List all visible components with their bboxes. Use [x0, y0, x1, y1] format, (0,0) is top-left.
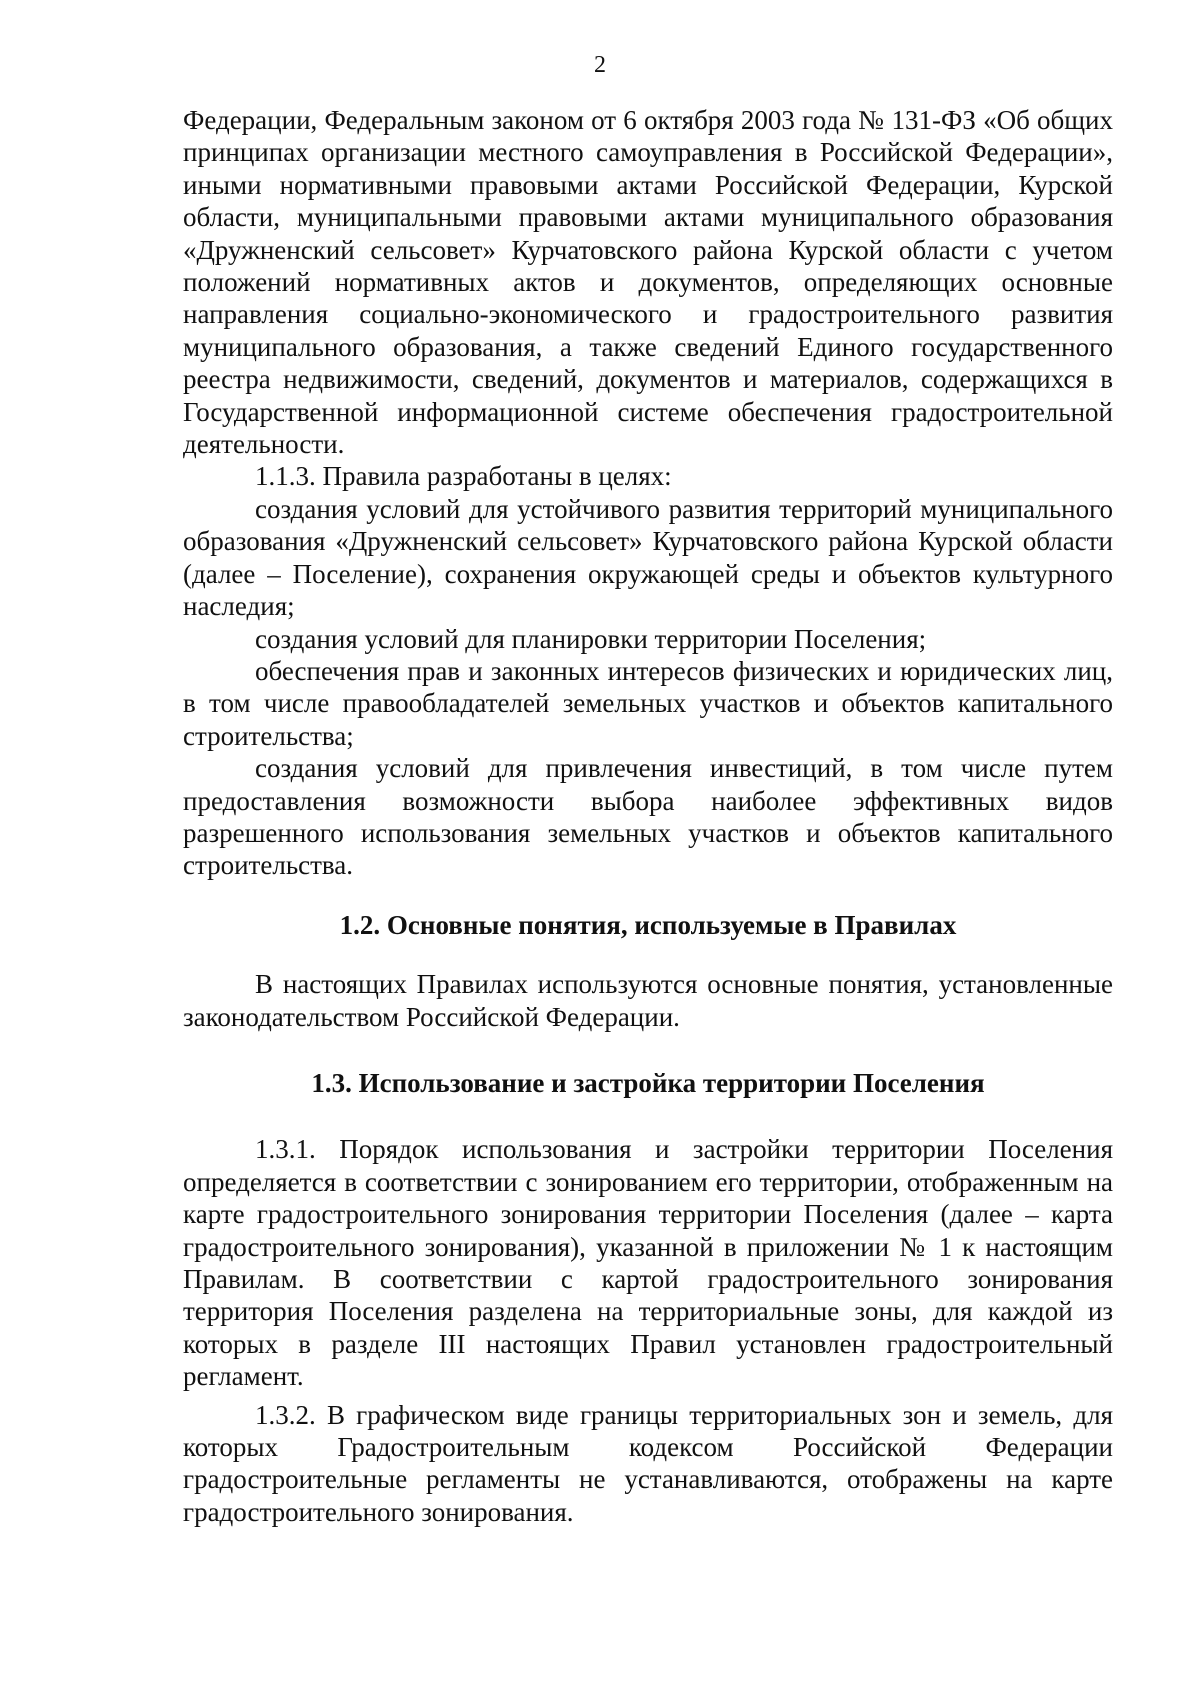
- paragraph-goal-sustainable-development: создания условий для устойчивого развития территорий муниципального образования «Дружненский сельсовет» Курчатовского района Курской области (далее – Поселение), сохранения окружающей среды и объектов культурного наследия;: [183, 493, 1113, 622]
- section-heading-basic-concepts: 1.2. Основные понятия, используемые в Правилах: [339, 909, 957, 940]
- paragraph-goal-rights: обеспечения прав и законных интересов физических и юридических лиц, в том числе правообладателей земельных участков и объектов капитального строительства;: [183, 655, 1113, 751]
- paragraph-basic-concepts: В настоящих Правилах используются основные понятия, установленные законодательством Российской Федерации.: [183, 969, 1113, 1032]
- section-heading-land-use: 1.3. Использование и застройка территории Поселения: [311, 1067, 985, 1098]
- paragraph-goal-investment: создания условий для привлечения инвестиций, в том числе путем предоставления возможности выбора наиболее эффективных видов разрешенного использования земельных участков и объектов капитального строительства.: [183, 753, 1113, 881]
- paragraph-legal-basis: Федерации, Федеральным законом от 6 октября 2003 года № 131-ФЗ «Об общих принципах организации местного самоуправления в Российской Федерации», иными нормативными правовыми актами Российской Федерации, Курской области, муниципальными правовыми актами муниципального образования «Дружненский сельсовет» Курчатовского района Курской области с учетом положений нормативных актов и документов, определяющих основные направления социально-экономического и градостроительного развития муниципального образования, а также сведений Единого государственного реестра недвижимости, сведений, документов и материалов, содержащихся в Государственной информационной системе обеспечения градостроительной деятельности.: [183, 105, 1113, 460]
- paragraph-zone-boundaries: 1.3.2. В графическом виде границы территориальных зон и земель, для которых Градостроительным кодексом Российской Федерации градостроительные регламенты не устанавливаются, отображены на карте градостроительного зонирования.: [183, 1399, 1113, 1527]
- page-number: 2: [594, 52, 606, 78]
- paragraph-goal-planning: создания условий для планировки территории Поселения;: [255, 623, 927, 654]
- paragraph-zoning-order: 1.3.1. Порядок использования и застройки территории Поселения определяется в соответствии с зонированием его территории, отображенным на карте градостроительного зонирования территории Поселения (далее – карта градостроительного зонирования), указанной в приложении № 1 к настоящим Правилам. В соответствии с картой градостроительного зонирования территория Поселения разделена на территориальные зоны, для каждой из которых в разделе III настоящих Правил установлен градостроительный регламент.: [183, 1134, 1113, 1392]
- document-body: [183, 104, 1113, 1528]
- paragraph-goals-intro: 1.1.3. Правила разработаны в целях:: [255, 461, 672, 492]
